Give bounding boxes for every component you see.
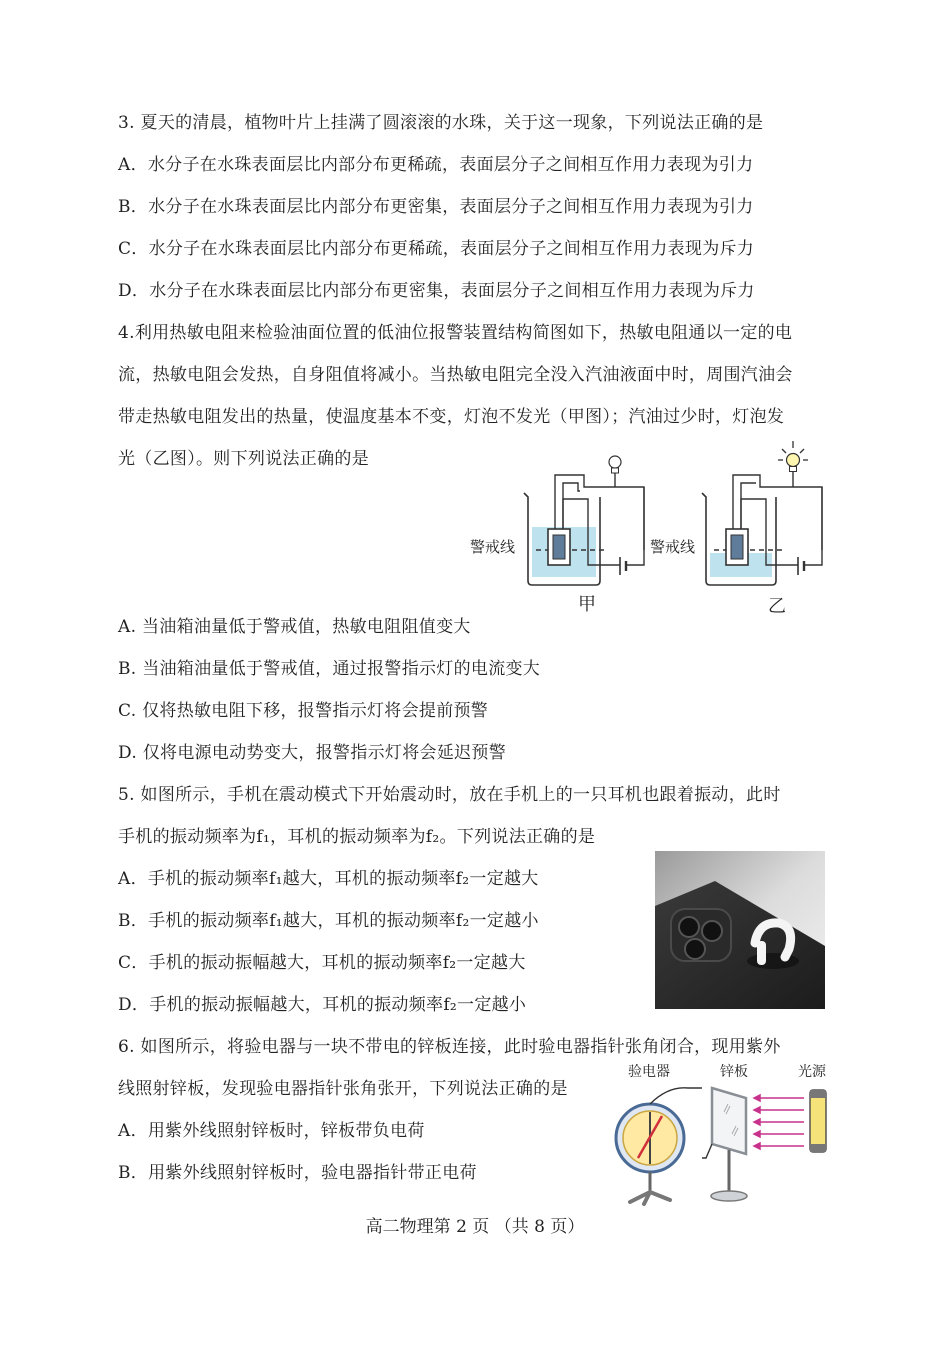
photoelectric-figure (608, 1058, 838, 1208)
q4-stem-line-1: 4.利用热敏电阻来检验油面位置的低油位报警装置结构简图如下，热敏电阻通以一定的电 (118, 323, 793, 343)
q4-stem-line-4: 光（乙图）。则下列说法正确的是 (118, 449, 369, 469)
caption-left: 甲 (578, 594, 596, 615)
q4-option-d: D. 仅将电源电动势变大，报警指示灯将会延迟预警 (118, 743, 507, 763)
q6-stem-line-1: 6. 如图所示，将验电器与一块不带电的锌板连接，此时验电器指针张角闭合，现用紫外 (118, 1037, 781, 1057)
q4-option-a: A. 当油箱油量低于警戒值，热敏电阻阻值变大 (118, 617, 471, 637)
warning-line-label-left: 警戒线 (470, 538, 516, 556)
q5-option-c: C．手机的振动振幅越大，耳机的振动频率f₂一定越大 (118, 953, 526, 973)
q4-stem-line-2: 流，热敏电阻会发热，自身阻值将减小。当热敏电阻完全没入汽油液面中时，周围汽油会 (118, 365, 793, 385)
oil-alarm-figure (460, 435, 840, 620)
q6-stem-line-2: 线照射锌板，发现验电器指针张角张开，下列说法正确的是 (118, 1079, 568, 1099)
bulb-icon-off (609, 456, 621, 487)
q4-option-b: B. 当油箱油量低于警戒值，通过报警指示灯的电流变大 (118, 659, 541, 679)
bulb-icon-on (778, 441, 808, 487)
warning-line-label-right: 警戒线 (650, 538, 696, 556)
q5-stem-line-1: 5. 如图所示，手机在震动模式下开始震动时，放在手机上的一只耳机也跟着振动，此时 (118, 785, 781, 805)
q5-option-d: D．手机的振动振幅越大，耳机的振动频率f₂一定越小 (118, 995, 527, 1015)
q3-option-b: B．水分子在水珠表面层比内部分布更密集，表面层分子之间相互作用力表现为引力 (118, 197, 754, 217)
caption-right: 乙 (768, 596, 786, 617)
q4-option-c: C. 仅将热敏电阻下移，报警指示灯将会提前预警 (118, 701, 489, 721)
electroscope (616, 1088, 702, 1204)
q3-stem: 3. 夏天的清晨，植物叶片上挂满了圆滚滚的水珠，关于这一现象，下列说法正确的是 (118, 113, 764, 133)
q5-option-a: A．手机的振动频率f₁越大，耳机的振动频率f₂一定越大 (118, 869, 539, 889)
uv-rays (754, 1095, 804, 1149)
q6-option-a: A．用紫外线照射锌板时，锌板带负电荷 (118, 1121, 425, 1141)
page-footer: 高二物理第 2 页 （共 8 页） (365, 1217, 585, 1237)
phone-earbud-photo (655, 851, 825, 1009)
q3-option-d: D．水分子在水珠表面层比内部分布更密集，表面层分子之间相互作用力表现为斥力 (118, 281, 755, 301)
q3-option-a: A．水分子在水珠表面层比内部分布更稀疏，表面层分子之间相互作用力表现为引力 (118, 155, 754, 175)
q3-option-c: C．水分子在水珠表面层比内部分布更稀疏，表面层分子之间相互作用力表现为斥力 (118, 239, 755, 259)
q5-stem-line-2: 手机的振动频率为f₁，耳机的振动频率为f₂。下列说法正确的是 (118, 827, 596, 847)
q4-stem-line-3: 带走热敏电阻发出的热量，使温度基本不变，灯泡不发光（甲图）；汽油过少时，灯泡发 (118, 407, 785, 427)
zinc-plate-label: 锌板 (720, 1064, 748, 1080)
q5-option-b: B．手机的振动频率f₁越大，耳机的振动频率f₂一定越小 (118, 911, 539, 931)
q6-option-b: B．用紫外线照射锌板时，验电器指针带正电荷 (118, 1163, 477, 1183)
uv-light-source (810, 1090, 826, 1152)
electroscope-label: 验电器 (628, 1064, 670, 1080)
light-source-label: 光源 (798, 1064, 826, 1080)
